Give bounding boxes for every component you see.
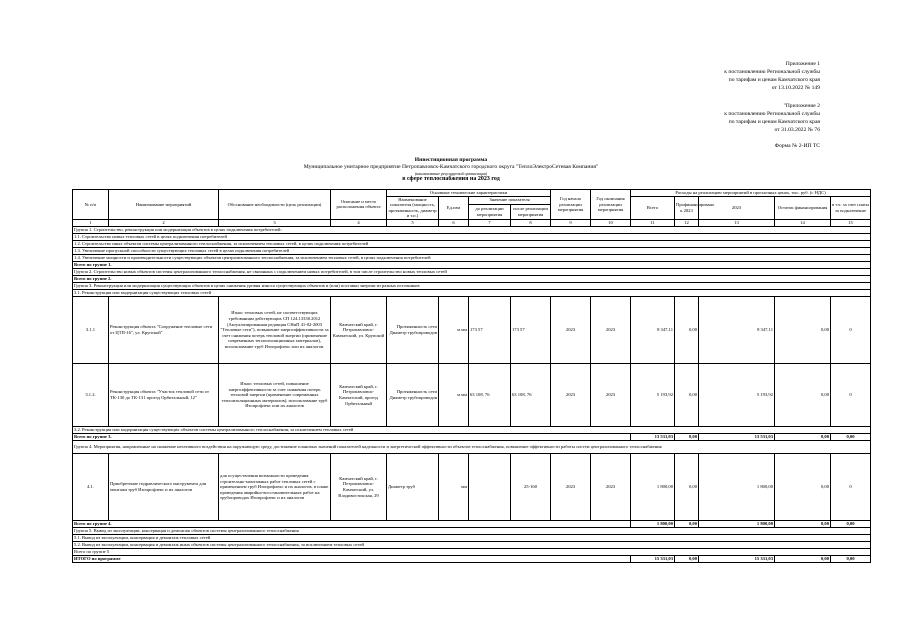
row-unit: м мм (439, 296, 469, 363)
sphere-title: в сфере теплоснабжения на 2023 год (402, 176, 500, 182)
group-1-total: Всего по группе 1. (73, 261, 871, 268)
group-2-title: Группа 2. Строительство новых объектов системы централизованного теплоснабжения, не связанных с подключением новых потребителей, в том числе строительство новых тепловых сетей (73, 268, 871, 275)
group-4-total: Всего по группе 4. (73, 520, 631, 527)
row-credit: 0 (831, 363, 871, 426)
row-rest: 0,00 (775, 363, 831, 426)
row-param: Протяженность сети Диаметр трубопроводов (387, 363, 439, 426)
group-3-total: Всего по группе 3. (73, 433, 631, 440)
section-3-2: 3.2. Реконструкция или модернизация существующих объектов системы централизованного теплоснабжения, за исключением тепловых сетей (73, 426, 871, 433)
annex-1-line: Приложение 1 (785, 61, 820, 67)
row-param: Диаметр труб (387, 453, 439, 520)
investment-table (72, 189, 871, 563)
section-1-2: 1.2. Строительство иных объектов системы централизованного теплоснабжения, за исключением тепловых сетей, в целях подключения потребителей (73, 240, 871, 247)
row-spent: 0,00 (675, 296, 699, 363)
row-name: Реконструкция объекта "Участок тепловой сети от ТК-130 до ТК-131 проезд Орбитальный, 12" (109, 363, 219, 426)
organization-name: Муниципальное унитарное предприятие Петропавловск-Камчатского городского округа "ТеплоЭлектроСетевая Компания" (303, 164, 599, 170)
row-year: 5 193,92 (699, 363, 775, 426)
row-year: 1 800,00 (699, 453, 775, 520)
group-row (73, 282, 871, 289)
group-total-row (73, 520, 871, 527)
column-number: 3 (219, 219, 331, 226)
group-row (73, 226, 871, 233)
column-number: 2 (109, 219, 219, 226)
row-after: 25-160 (511, 453, 551, 520)
row-end: 2023 (591, 363, 631, 426)
section-row (73, 247, 871, 254)
column-number: 8 (511, 219, 551, 226)
annex-2-line: по тарифам и ценам Камчатского края (728, 119, 820, 125)
section-row (73, 289, 871, 296)
column-number: 1 (73, 219, 109, 226)
group-3-total-value: 0,00 (775, 433, 831, 440)
group-3-total-value: 13 531,03 (699, 433, 775, 440)
row-start: 2023 (551, 453, 591, 520)
group-4-total-value: 1 800,00 (699, 520, 775, 527)
section-row (73, 426, 871, 433)
row-reason: для осуществления возможности проведения строительно-монтажных работ тепловых сетей с применением труб Изопрофлекс и их аналогов, в плане проведения аварийно-восстановительных работ на трубопроводах Изопрофлекс и их аналогов (219, 453, 331, 520)
header-rest: Остаток финансирования (775, 196, 831, 219)
column-number: 7 (469, 219, 511, 226)
column-number: 4 (331, 219, 387, 226)
header-after: после реализации мероприятия (511, 204, 551, 219)
group-total-row (73, 261, 871, 268)
row-reason: Износ тепловых сетей, повышение энергоэффективности за счет снижения потерь тепловой энергии (применение современных теплоизоляционных материалов), использование труб Изопрофлекс или их аналогов (219, 363, 331, 426)
group-5-total: Всего по группе 5 (73, 548, 871, 555)
row-after: 63 108, 76 (511, 363, 551, 426)
row-spent: 0,00 (675, 363, 699, 426)
column-number: 14 (775, 219, 831, 226)
row-param: Протяженность сети Диаметр трубопроводов (387, 296, 439, 363)
header-place: Описание и место расположения объекта (331, 190, 387, 220)
column-number: 12 (675, 219, 699, 226)
row-number: 3.1.1 (73, 296, 109, 363)
grand-total-label: ИТОГО по программе (73, 555, 631, 562)
header-name: Наименование мероприятий (109, 190, 219, 220)
header-unit: Ед.изм (439, 196, 469, 219)
header-year: 2023 (699, 196, 775, 219)
row-total: 8 347,11 (631, 296, 675, 363)
row-rest: 0,00 (775, 453, 831, 520)
column-number: 6 (439, 219, 469, 226)
row-unit: мм (439, 453, 469, 520)
section-row (73, 240, 871, 247)
group-total-row (73, 275, 871, 282)
group-4-total-value: 0,00 (775, 520, 831, 527)
grand-total-value: 0,00 (775, 555, 831, 562)
row-credit: 0 (831, 296, 871, 363)
group-3-total-value: 0,00 (675, 433, 699, 440)
group-total-row (73, 548, 871, 555)
section-5-1: 5.1. Вывод из эксплуатации, консервация и демонтаж тепловых сетей (73, 534, 871, 541)
row-number: 4.1. (73, 453, 109, 520)
annex-1-line: от 13.10.2022 № 149 (771, 85, 820, 91)
row-credit: 0 (831, 453, 871, 520)
section-row (73, 541, 871, 548)
table-row (73, 363, 871, 426)
header-spent: Профинансировано к 2023 (675, 196, 699, 219)
header-row (73, 190, 871, 197)
group-3-total-value: 0,00 (831, 433, 871, 440)
section-1-4: 1.4. Увеличение мощности и производительности существующих объектов централизованного теплоснабжения, за исключением тепловых сетей, в целях подключения потребителей (73, 254, 871, 261)
row-year: 8 347,11 (699, 296, 775, 363)
row-place: Камчатский край, г. Петропавловск-Камчатский, проезд Орбитальный (331, 363, 387, 426)
row-start: 2023 (551, 363, 591, 426)
group-5-title: Группа 5. Вывод из эксплуатации, консервация и демонтаж объектов системы централизованного теплоснабжения (73, 527, 871, 534)
annex-1-block (724, 60, 820, 92)
grand-total-value: 15 331,03 (699, 555, 775, 562)
annex-1-line: по тарифам и ценам Камчатского края (728, 77, 820, 83)
organization-note: (наименование регулируемой организации) (414, 171, 488, 176)
group-2-total: Всего по группе 2. (73, 275, 871, 282)
section-1-3: 1.3. Увеличение пропускной способности существующих тепловых сетей в целях подключения потребителей (73, 247, 871, 254)
document-title: Инвестиционная программа (414, 157, 488, 163)
row-before: 173 57 (469, 296, 511, 363)
row-reason: Износ тепловых сетей, не соответствующих требованиям действующих СП 124.13330.2012 (Актуализированная редакция СНиП 41-02-2003 "Тепловые сети"), повышение энергоэффективности за счет снижения потерь тепловой энергии (применение современных теплоизоляционных материалов), использование труб Изопрофлекс или их аналогов. (219, 296, 331, 363)
row-before (469, 453, 511, 520)
section-row (73, 233, 871, 240)
annex-1-line: к постановлению Региональной службы (724, 69, 820, 75)
column-number: 10 (591, 219, 631, 226)
row-after: 173 57 (511, 296, 551, 363)
group-4-title: Группа 4. Мероприятия, направленные на снижение негативного воздействия на окружающую среду, достижение плановых значений показателей надежности и энергетической эффективности объектов теплоснабжения, повышение эффективности работы систем централизованного теплоснабжения (73, 440, 871, 453)
column-number: 9 (551, 219, 591, 226)
header-reason: Обоснование необходимости (цель реализации) (219, 190, 331, 220)
form-number: Форма № 2-ИП ТС (774, 143, 820, 149)
group-3-total-value: 13 531,03 (631, 433, 675, 440)
column-number: 5 (387, 219, 439, 226)
header-costs: Расходы на реализацию мероприятий в прогнозных ценах, тыс. руб. (с НДС) (631, 190, 871, 197)
group-4-total-value: 0,00 (831, 520, 871, 527)
section-5-2: 5.2. Вывод из эксплуатации, консервация и демонтаж иных объектов системы централизованного теплоснабжения, за исключением тепловых сетей (73, 541, 871, 548)
row-end: 2023 (591, 453, 631, 520)
header-main-characteristics: Основные технические характеристики (387, 190, 551, 197)
grand-total-value: 0,00 (831, 555, 871, 562)
row-rest: 0,00 (775, 296, 831, 363)
row-place: Камчатский край, г. Петропавловск-Камчатский, ул. Крупской (331, 296, 387, 363)
row-total: 5 193,92 (631, 363, 675, 426)
row-place: Камчатский край, г. Петропавловск-Камчатский, ул. Владивостокская, 29 (331, 453, 387, 520)
group-1-title: Группа 1. Строительство, реконструкция или модернизация объектов в целях подключения потребителей: (73, 226, 871, 233)
header-end-year: Год окончания реализации мероприятия (591, 190, 631, 220)
row-number: 3.1.2. (73, 363, 109, 426)
group-row (73, 440, 871, 453)
group-4-total-value: 0,00 (675, 520, 699, 527)
row-end: 2023 (591, 296, 631, 363)
header-credit: в т.ч. за счет платы за подключение (831, 196, 871, 219)
group-row (73, 268, 871, 275)
header-no: № п/п (73, 190, 109, 220)
group-4-total-value: 1 800,00 (631, 520, 675, 527)
annex-2-block (724, 102, 820, 134)
group-3-title: Группа 3. Реконструкция или модернизация существующих объектов в целях снижения уровня износа существующих объектов и (или) поставки энергии из разных источников (73, 282, 871, 289)
annex-2-line: от 31.03.2022 № 76 (774, 127, 820, 133)
title-block (72, 157, 830, 183)
column-number: 11 (631, 219, 675, 226)
section-1-1: 1.1. Строительство новых тепловых сетей в целях подключения потребителей (73, 233, 871, 240)
annex-2-line: к постановлению Региональной службы (724, 111, 820, 117)
row-name: Приобретение гидравлического инструмента для монтажа труб Изопрофлекс и их аналогов (109, 453, 219, 520)
column-number-row (73, 219, 871, 226)
group-total-row (73, 433, 871, 440)
row-total: 1 800,00 (631, 453, 675, 520)
group-row (73, 527, 871, 534)
grand-total-value: 0,00 (675, 555, 699, 562)
annex-2-line: "Приложение 2 (783, 103, 820, 109)
section-row (73, 534, 871, 541)
section-3-1: 3.1. Реконструкция или модернизация существующих тепловых сетей (73, 289, 871, 296)
table-row (73, 453, 871, 520)
row-before: 63 108, 76 (469, 363, 511, 426)
column-number: 15 (831, 219, 871, 226)
header-total: Всего (631, 196, 675, 219)
header-value: Значение показателя (469, 196, 551, 204)
row-unit: м мм (439, 363, 469, 426)
column-number: 13 (699, 219, 775, 226)
header-param-name: Наименование показателя (мощность, протяженность, диаметр и т.п.) (388, 196, 437, 219)
row-name: Реконструкция объекта "Сооружение тепловые сети от ЦТП-16", ул. Крупской" (109, 296, 219, 363)
row-start: 2023 (551, 296, 591, 363)
header-start-year: Год начала реализации мероприятия (551, 190, 591, 220)
section-row (73, 254, 871, 261)
grand-total-row (73, 555, 871, 562)
row-spent: 0,00 (675, 453, 699, 520)
header-before: до реализации мероприятия (469, 204, 511, 219)
table-row (73, 296, 871, 363)
grand-total-value: 15 331,03 (631, 555, 675, 562)
